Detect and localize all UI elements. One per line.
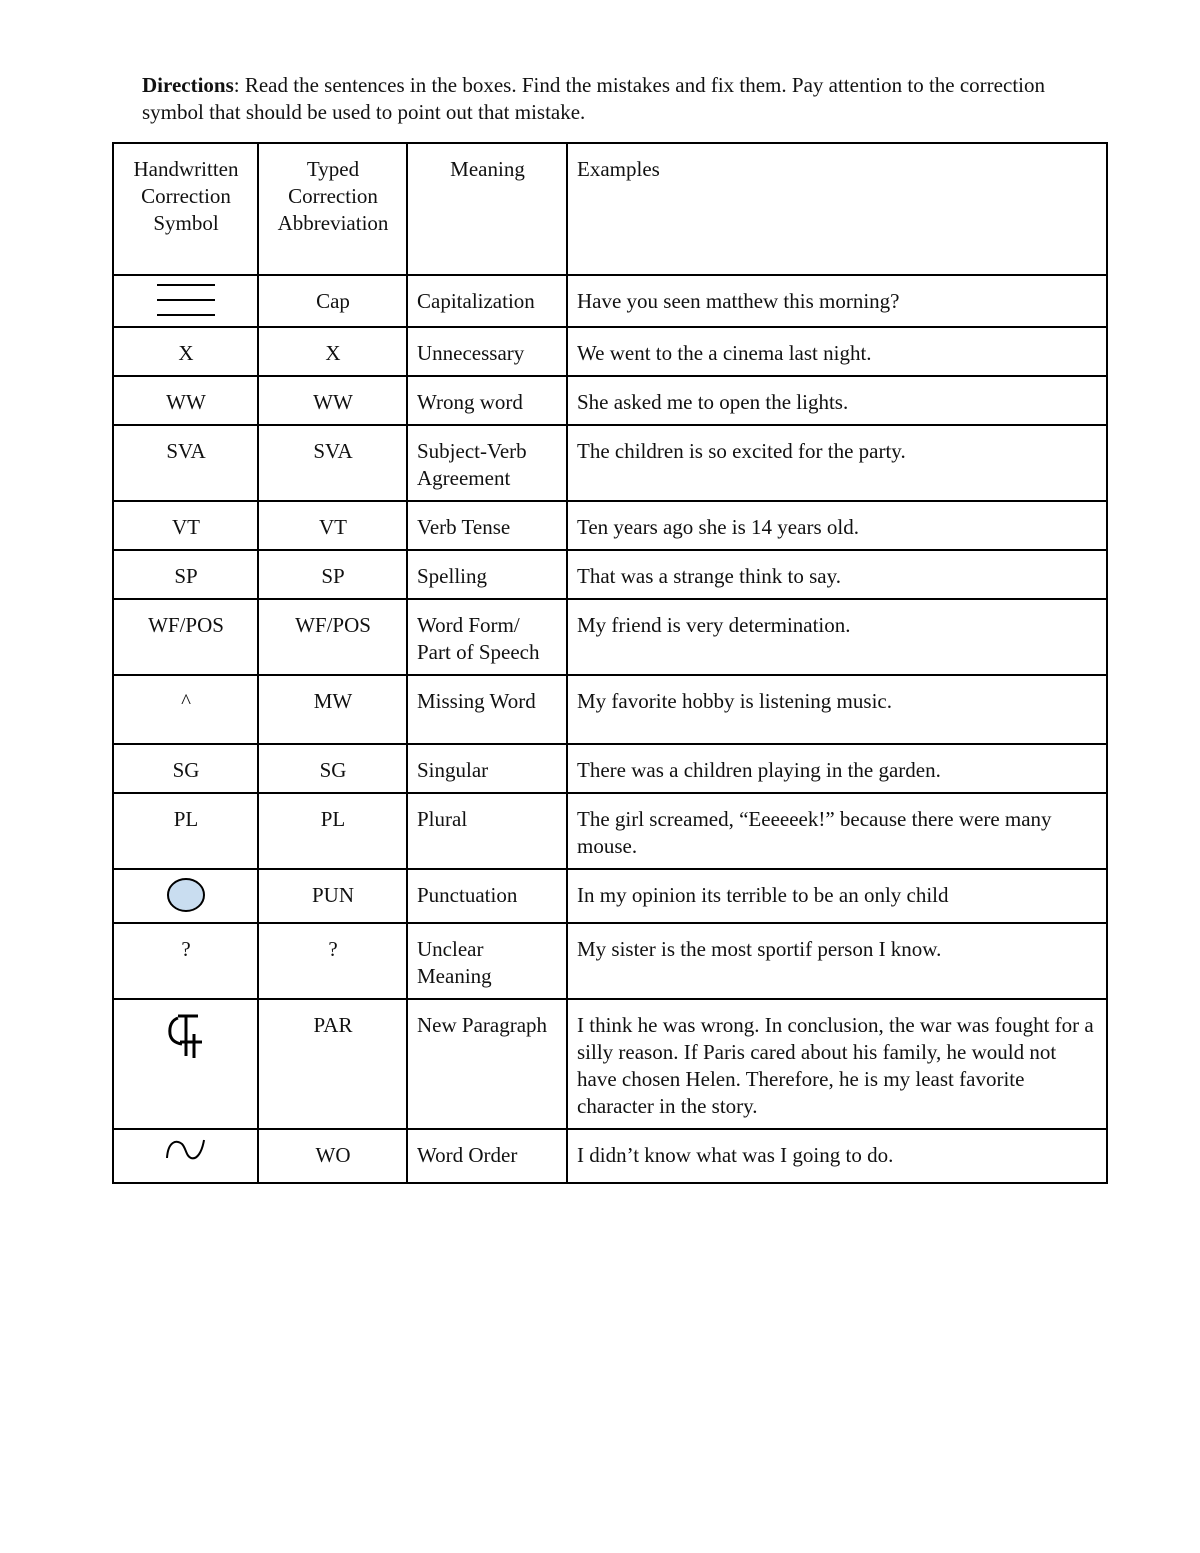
cell-example: We went to the a cinema last night.	[567, 327, 1107, 376]
cell-example: My sister is the most sportif person I know.	[567, 923, 1107, 999]
cell-meaning: Spelling	[407, 550, 567, 599]
table-row	[113, 744, 1107, 793]
table-row	[113, 599, 1107, 675]
cell-example: Ten years ago she is 14 years old.	[567, 501, 1107, 550]
table-row	[113, 793, 1107, 869]
table-row	[113, 869, 1107, 923]
cell-abbreviation: PUN	[258, 869, 407, 923]
table-row	[113, 550, 1107, 599]
cell-abbreviation: X	[258, 327, 407, 376]
table-row	[113, 376, 1107, 425]
cell-example: That was a strange think to say.	[567, 550, 1107, 599]
cell-abbreviation: PAR	[258, 999, 407, 1129]
cell-meaning: Missing Word	[407, 675, 567, 744]
cell-abbreviation: MW	[258, 675, 407, 744]
cell-meaning: Plural	[407, 793, 567, 869]
cell-example: She asked me to open the lights.	[567, 376, 1107, 425]
cell-symbol: VT	[113, 501, 258, 550]
cell-abbreviation: ?	[258, 923, 407, 999]
cell-example: The children is so excited for the party.	[567, 425, 1107, 501]
cell-meaning: New Paragraph	[407, 999, 567, 1129]
cell-abbreviation: WW	[258, 376, 407, 425]
cell-symbol: ^	[113, 675, 258, 744]
table-row	[113, 999, 1107, 1129]
cell-example: My friend is very determination.	[567, 599, 1107, 675]
cell-meaning: Singular	[407, 744, 567, 793]
header-symbol: Handwritten Correction Symbol	[113, 143, 258, 275]
cell-abbreviation: SG	[258, 744, 407, 793]
cell-meaning: Subject-Verb Agreement	[407, 425, 567, 501]
directions-text: : Read the sentences in the boxes. Find the mistakes and fix them. Pay attention to the correction symbol that should be used to point out that mistake.	[142, 73, 1045, 124]
cell-symbol: X	[113, 327, 258, 376]
table-body	[113, 275, 1107, 1183]
cell-example: Have you seen matthew this morning?	[567, 275, 1107, 327]
cell-example: In my opinion its terrible to be an only child	[567, 869, 1107, 923]
cell-meaning: Capitalization	[407, 275, 567, 327]
circle-icon	[123, 876, 249, 914]
header-meaning: Meaning	[407, 143, 567, 275]
cell-abbreviation: Cap	[258, 275, 407, 327]
cell-example: I didn’t know what was I going to do.	[567, 1129, 1107, 1183]
cell-symbol	[113, 869, 258, 923]
cell-symbol: SP	[113, 550, 258, 599]
cell-abbreviation: WO	[258, 1129, 407, 1183]
cell-meaning: Word Order	[407, 1129, 567, 1183]
cell-abbreviation: PL	[258, 793, 407, 869]
paragraph-mark-icon	[123, 1012, 249, 1060]
table-header-row	[113, 143, 1107, 275]
cell-symbol: PL	[113, 793, 258, 869]
cell-symbol: WF/POS	[113, 599, 258, 675]
cell-meaning: Unclear Meaning	[407, 923, 567, 999]
table-row	[113, 675, 1107, 744]
table-row	[113, 425, 1107, 501]
cell-symbol	[113, 275, 258, 327]
cell-symbol	[113, 1129, 258, 1183]
cell-symbol: ?	[113, 923, 258, 999]
cell-meaning: Unnecessary	[407, 327, 567, 376]
cell-abbreviation: SVA	[258, 425, 407, 501]
cell-symbol: SG	[113, 744, 258, 793]
correction-symbols-table	[112, 142, 1108, 1184]
cell-example: I think he was wrong. In conclusion, the war was fought for a silly reason. If Paris cared about his family, he would not have chosen Helen. Therefore, he is my least favorite character in the story.	[567, 999, 1107, 1129]
directions-paragraph	[142, 72, 1082, 126]
triple-underline-icon	[123, 282, 249, 318]
cell-symbol: SVA	[113, 425, 258, 501]
table-row	[113, 327, 1107, 376]
table-row	[113, 1129, 1107, 1183]
header-abbreviation: Typed Correction Abbreviation	[258, 143, 407, 275]
directions-label: Directions	[142, 73, 234, 97]
cell-symbol: WW	[113, 376, 258, 425]
header-examples: Examples	[567, 143, 1107, 275]
tilde-swap-icon	[123, 1136, 249, 1162]
cell-example: My favorite hobby is listening music.	[567, 675, 1107, 744]
cell-abbreviation: WF/POS	[258, 599, 407, 675]
cell-abbreviation: VT	[258, 501, 407, 550]
table-row	[113, 501, 1107, 550]
cell-example: The girl screamed, “Eeeeeek!” because there were many mouse.	[567, 793, 1107, 869]
table-row	[113, 275, 1107, 327]
cell-symbol	[113, 999, 258, 1129]
cell-meaning: Wrong word	[407, 376, 567, 425]
cell-abbreviation: SP	[258, 550, 407, 599]
table-row	[113, 923, 1107, 999]
cell-meaning: Word Form/ Part of Speech	[407, 599, 567, 675]
cell-meaning: Punctuation	[407, 869, 567, 923]
cell-meaning: Verb Tense	[407, 501, 567, 550]
cell-example: There was a children playing in the garden.	[567, 744, 1107, 793]
